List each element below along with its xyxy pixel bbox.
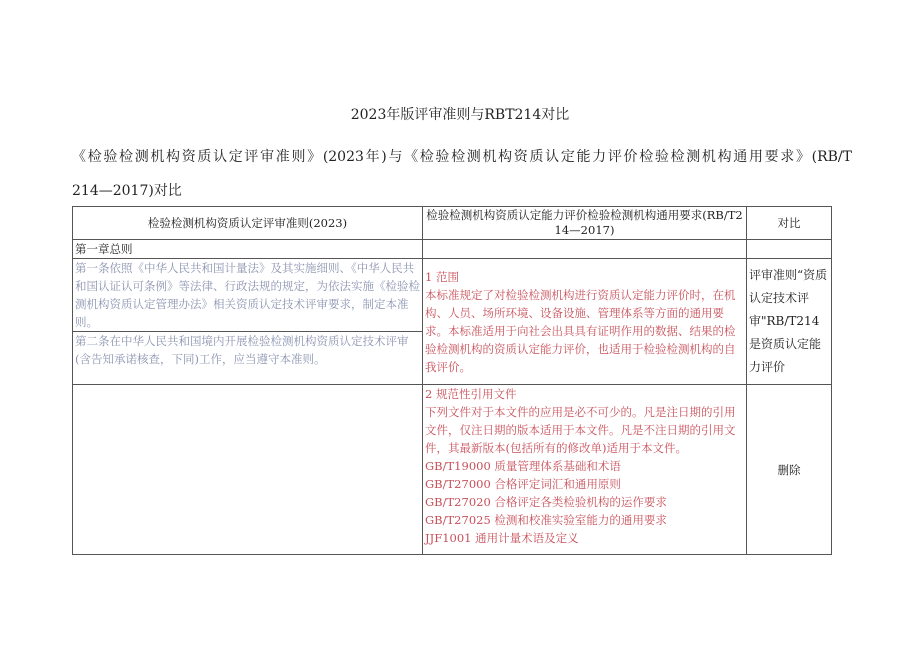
document-subtitle-cont: 214—2017)对比	[72, 183, 182, 199]
scope-text: 本标准规定了对检验检测机构进行资质认定能力评价时，在机构、人员、场所环境、设备设施、管理体系等方面的通用要求。本标准适用于向社会出具具有证明作用的数据、结果的检验检测机构的资质认定能力评价，也适用于检验检测机构的自我评价。	[425, 287, 736, 374]
article-1-cell: 第一条依照《中华人民共和国计量法》及其实施细则、《中华人民共和国认证认可条例》等法律、行政法规的规定，为依法实施《检验检测机构资质认定管理办法》相关资质认定技术评审要求，制定本准则。	[73, 259, 423, 332]
ref-item: GB/T27000 合格评定词汇和通用原则	[425, 477, 621, 491]
ref-item: GB/T27020 合格评定各类检验机构的运作要求	[425, 495, 667, 509]
comparison-table	[72, 206, 832, 555]
scope-compare-cell: 评审准则“资质认定技术评审"RB/T214是资质认定能力评价	[747, 259, 832, 385]
table-row	[73, 385, 832, 555]
ref-text: 下列文件对于本文件的应用是必不可少的。凡是注日期的引用文件，仅注日期的版本适用于本文件。凡是不注日期的引用文件，其最新版本(包括所有的修改单)适用于本文件。	[425, 405, 736, 455]
empty-cell	[73, 385, 423, 555]
ref-item: GB/T19000 质量管理体系基础和术语	[425, 459, 621, 473]
header-2023: 检验检测机构资质认定评审准则(2023)	[73, 207, 423, 240]
table-row	[73, 259, 832, 332]
chapter-cell: 第一章总则	[73, 240, 423, 259]
ref-item: GB/T27025 检测和校准实验室能力的通用要求	[425, 513, 667, 527]
scope-cell	[423, 259, 747, 385]
document-subtitle: 《检验检测机构资质认定评审准则》(2023年)与《检验检测机构资质认定能力评价检验检测机构通用要求》(RB/T	[72, 149, 852, 165]
ref-compare-cell: 删除	[747, 385, 832, 555]
header-compare: 对比	[747, 207, 832, 240]
article-2-cell: 第二条在中华人民共和国境内开展检验检测机构资质认定技术评审(含告知承诺核查，下同)工作，应当遵守本准则。	[73, 332, 423, 385]
scope-title: 1 范围	[425, 269, 459, 284]
table-header-row	[73, 207, 832, 240]
empty-cell	[747, 240, 832, 259]
header-rbt214: 检验检测机构资质认定能力评价检验检测机构通用要求(RB/T214—2017)	[423, 207, 747, 240]
document-title: 2023年版评审准则与RBT214对比	[350, 107, 570, 123]
references-cell	[423, 385, 747, 555]
table-row	[73, 240, 832, 259]
empty-cell	[423, 240, 747, 259]
ref-item: JJF1001 通用计量术语及定义	[425, 531, 579, 545]
ref-title: 2 规范性引用文件	[425, 387, 517, 401]
